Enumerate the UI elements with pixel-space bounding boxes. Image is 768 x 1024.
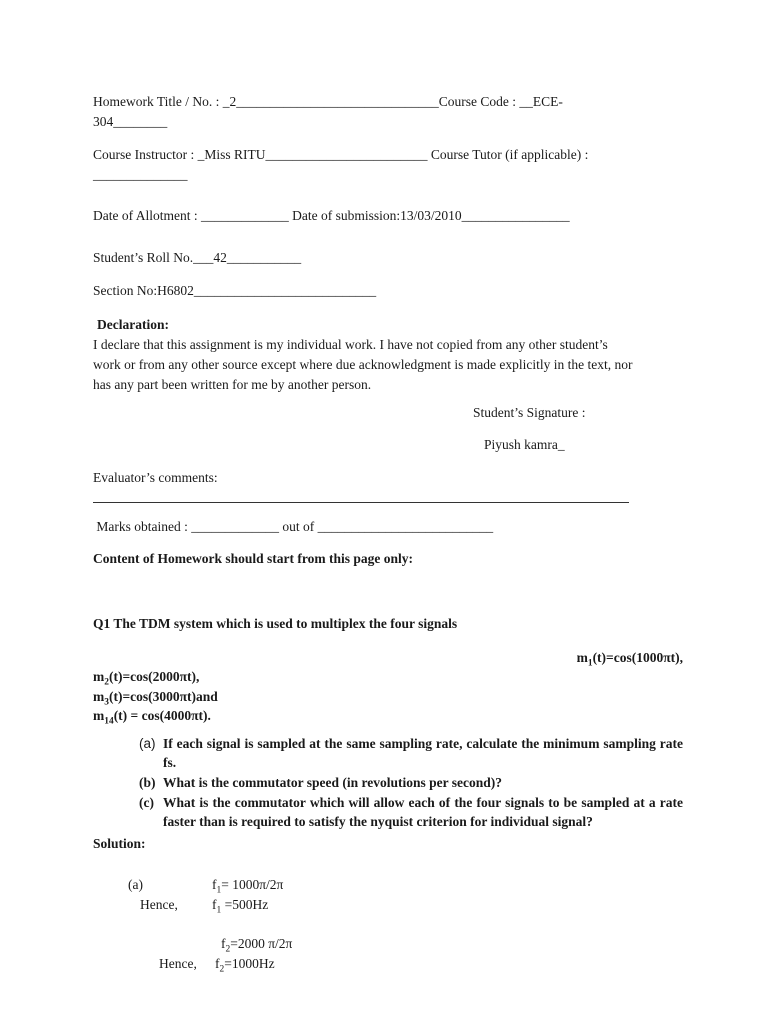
part-b-marker: (b) — [139, 775, 156, 790]
declaration-heading: Declaration: — [97, 316, 169, 332]
course-instructor-field — [93, 145, 683, 184]
solution-f1-expr-row — [93, 875, 683, 895]
f2-value: $f_2=1000Hz$ — [215, 955, 275, 975]
solution-label: Solution: — [93, 835, 146, 851]
part-b-text: What is the commutator speed (in revolutions per second)? — [163, 775, 502, 790]
question-part-a — [139, 734, 683, 773]
question-part-b — [139, 773, 683, 793]
hence-label-1: Hence, — [140, 896, 178, 912]
homework-title-line: Homework Title / No. : _2______________________________Course Code : __ECE- — [93, 94, 563, 109]
course-code-continuation: 304________ — [93, 113, 168, 129]
solution-a-marker: (a) — [128, 877, 143, 893]
solution-f1-value-row — [93, 895, 683, 915]
comments-rule-line — [93, 488, 629, 503]
part-c-text: What is the commutator which will allow each of the four signals to be sampled at a rate faster than is required to satisfy the nyquist criterion for individual signal? — [163, 794, 683, 830]
question-title: Q1 The TDM system which is used to multiplex the four signals — [93, 616, 458, 632]
signal-m1: $m_1(t)=\cos(1000\pi t)$, — [576, 649, 683, 669]
marks-obtained-field: Marks obtained : _____________ out of __________________________ — [93, 518, 494, 534]
signature-label: Student’s Signature : — [473, 405, 586, 421]
question-part-c — [139, 793, 683, 832]
signal-m4: $m_{14}(t) = \cos(4000\pi t)$. — [93, 708, 211, 727]
content-start-note: Content of Homework should start from this page only: — [93, 550, 413, 566]
f1-expression: $f_1= 1000\pi/2\pi$ — [212, 877, 284, 896]
solution-f2-expr-row — [93, 934, 683, 954]
homework-title-field — [93, 92, 683, 131]
f2-expression: $f_2=2000$ π/2π — [221, 936, 293, 956]
part-c-marker: (c) — [139, 794, 154, 810]
signal-m3: $m_3(t)=\cos(3000\pi t)and$ — [93, 688, 218, 708]
course-instructor-line: Course Instructor : _Miss RITU________________________ Course Tutor (if applicable) : — [93, 147, 589, 163]
section-field: Section No:H6802___________________________ — [93, 283, 377, 299]
declaration-block — [93, 315, 683, 395]
declaration-text: I declare that this assignment is my individual work. I have not copied from any other student’s work or from any other source except where due acknowledgment is made explicitly in the text, nor has any part been written for me by another person. — [93, 336, 633, 392]
evaluator-comments-label: Evaluator’s comments: — [93, 470, 218, 486]
hence-label-2: Hence, — [159, 955, 197, 971]
course-tutor-blank: ______________ — [93, 166, 188, 182]
solution-f2-value-row — [93, 954, 683, 974]
signal-m2: $m_2(t)=\cos(2000\pi t)$, — [93, 669, 200, 688]
part-a-marker: (a) — [139, 735, 156, 751]
homework-page — [93, 92, 683, 974]
f1-value: $f_1 =500Hz$ — [212, 896, 269, 916]
signature-name: Piyush kamra_ — [484, 436, 565, 452]
roll-number-field: Student’s Roll No.___42___________ — [93, 249, 302, 265]
dates-field: Date of Allotment : _____________ Date of submission:13/03/2010________________ — [93, 208, 570, 224]
question-parts-list — [93, 734, 683, 832]
part-a-text: If each signal is sampled at the same sampling rate, calculate the minimum sampling rate fs. — [163, 735, 683, 771]
